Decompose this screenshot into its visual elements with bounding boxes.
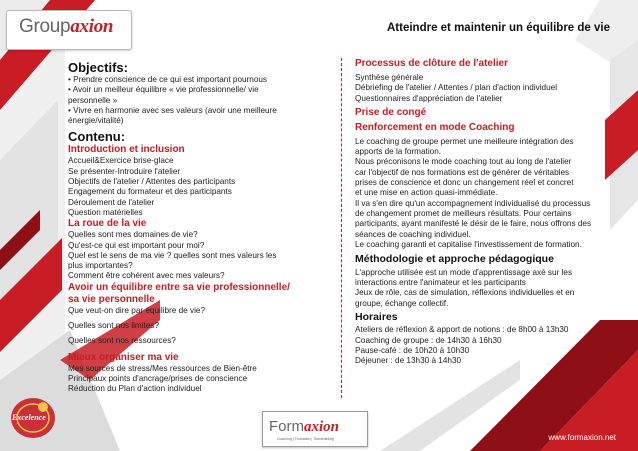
- horaires-line: Coaching de groupe : de 14h30 à 16h30: [355, 335, 502, 345]
- objectifs-line: personnelle »: [68, 95, 118, 105]
- organiser-line: Mes sources de stress/Mes ressources de Bien-être: [68, 363, 257, 373]
- methodo-line: groupe, échange collectif.: [355, 298, 449, 308]
- roue-list: [68, 230, 328, 281]
- roue-line: Quelles sont mes domaines de vie?: [68, 230, 198, 240]
- cloture-line: Synthèse générale: [355, 73, 424, 82]
- cloture-list: [355, 73, 600, 104]
- roue-line: plus importantes?: [68, 261, 133, 271]
- objectifs-line: • Prendre conscience de ce qui est important pournous: [68, 75, 268, 84]
- groupaxion-logo: [6, 10, 132, 50]
- roue-line: Qu'est-ce qui est important pour moi?: [68, 240, 205, 250]
- coaching-line: car l'objectif de nos formations est de générer de véritables: [355, 167, 570, 177]
- formaxion-accent: axion: [304, 419, 340, 435]
- intro-list: [68, 156, 328, 218]
- equilibre-line: Quelles sont nos limites?: [68, 321, 160, 331]
- formaxion-logo: [262, 411, 368, 447]
- objectifs-line: • Avoir un meilleur équilibre « vie professionnelle/ vie: [68, 85, 259, 95]
- website-link[interactable]: www.formaxion.net: [548, 433, 616, 442]
- cloture-heading: Processus de clôture de l'atelier: [355, 58, 508, 69]
- cloture-line: Débriefing de l'atelier / Attentes / plan d'action individuel: [355, 83, 558, 93]
- cloture-line: Questionnaires d'appréciation de l'atelier: [355, 93, 503, 103]
- intro-line: Se présenter-Introduire l'atelier: [68, 166, 181, 176]
- intro-line: Engagement du formateur et des participants: [68, 187, 232, 197]
- horaires-line: Ateliers de réflexion & apport de notions : de 8h00 à 13h30: [355, 325, 569, 335]
- coaching-line: Le coaching garanti et capitalise l'investissement de formation.: [355, 239, 582, 249]
- intro-line: Accueil&Exercice brise-glace: [68, 156, 174, 166]
- methodo-heading: Méthodologie et approche pédagogique: [355, 253, 554, 266]
- equilibre-line: Que veut-on dire par équilibre de vie?: [68, 305, 205, 315]
- logo-text: Group: [19, 16, 71, 37]
- objectifs-line: • Vivre en harmonie avec ses valeurs (avoir une meilleure: [68, 105, 277, 115]
- objectifs-line: énergie/vitalité): [68, 116, 124, 126]
- equilibre-line: Quelles sont nos ressources?: [68, 336, 176, 346]
- intro-line: Objectifs de l'atelier / Attentes des participants: [68, 177, 236, 187]
- organiser-list: [68, 364, 328, 395]
- coaching-line: Nous préconisons le mode coaching tout au long de l'atelier: [355, 157, 572, 167]
- objectifs-list: [68, 75, 328, 126]
- equilibre-heading: [68, 282, 328, 306]
- intro-heading: Introduction et inclusion: [68, 144, 185, 156]
- equilibre-heading-line-2: sa vie personnelle: [68, 293, 155, 305]
- horaires-list: [355, 325, 600, 366]
- coaching-line: Il va s'en dire qu'un accompagnement individualisé du processus: [355, 198, 591, 208]
- conge-heading: Prise de congé: [355, 106, 427, 118]
- column-divider: [341, 58, 342, 398]
- methodo-line: L'approche utilisée est un mode d'apprentissage axé sur les: [355, 267, 573, 277]
- formaxion-text: Form: [269, 418, 304, 435]
- equilibre-list: [68, 306, 328, 347]
- roue-heading: La roue de la vie: [68, 218, 147, 230]
- horaires-heading: Horaires: [355, 310, 398, 323]
- coaching-heading: Renforcement en mode Coaching: [355, 121, 515, 133]
- horaires-line: Déjeuner : de 13h30 à 14h30: [355, 356, 462, 366]
- methodo-text: [355, 268, 600, 309]
- contenu-heading: Contenu:: [68, 129, 126, 145]
- coaching-line: séances de coaching individuel.: [355, 229, 471, 239]
- organiser-line: Réduction du Plan d'action individuel: [68, 384, 202, 394]
- badge-text: Excelence: [12, 413, 46, 422]
- coaching-line: Le coaching de groupe permet une meilleure intégration des: [355, 136, 574, 146]
- objectifs-heading: Objectifs:: [68, 60, 128, 75]
- methodo-line: Jeux de rôle, cas de simulation, réflexions individuelles et en: [355, 288, 575, 298]
- horaires-line: Pause-café : de 10h20 à 10h30: [355, 345, 470, 355]
- coaching-line: prises de conscience et donc un changement réel et concret: [355, 178, 574, 188]
- page-title: Atteindre et maintenir un équilibre de vie: [386, 22, 610, 34]
- organiser-heading: Mieux organiser ma vie: [68, 351, 179, 363]
- coaching-text: [355, 137, 600, 250]
- coaching-line: participants, ayant manifesté le désir de le faire, nous offrons des: [355, 219, 592, 229]
- right-column: [355, 58, 600, 367]
- coaching-line: de changement promet de meilleurs résultats. Pour certains: [355, 208, 572, 218]
- left-column: [68, 60, 328, 395]
- roue-line: Quel est le sens de ma vie ? quelles sont mes valeurs les: [68, 250, 277, 260]
- organiser-line: Principaux points d'ancrage/prises de conscience: [68, 373, 248, 383]
- logo-accent: axion: [70, 16, 114, 37]
- intro-line: Question matérielles: [68, 207, 143, 217]
- coaching-line: et une mise en action quasi-immédiate.: [355, 188, 498, 198]
- coaching-line: apports de la formation.: [355, 147, 442, 157]
- intro-line: Déroulement de l'atelier: [68, 197, 155, 207]
- formaxion-subtitle: Coaching | Formation | Teambuilding: [277, 437, 334, 441]
- equilibre-heading-line-1: Avoir un équilibre entre sa vie professionnelle/: [68, 281, 290, 293]
- excellence-badge: [8, 395, 58, 441]
- methodo-line: interactions entre l'animateur et les participants: [355, 277, 526, 287]
- roue-line: Comment être cohérent avec mes valeurs?: [68, 271, 225, 281]
